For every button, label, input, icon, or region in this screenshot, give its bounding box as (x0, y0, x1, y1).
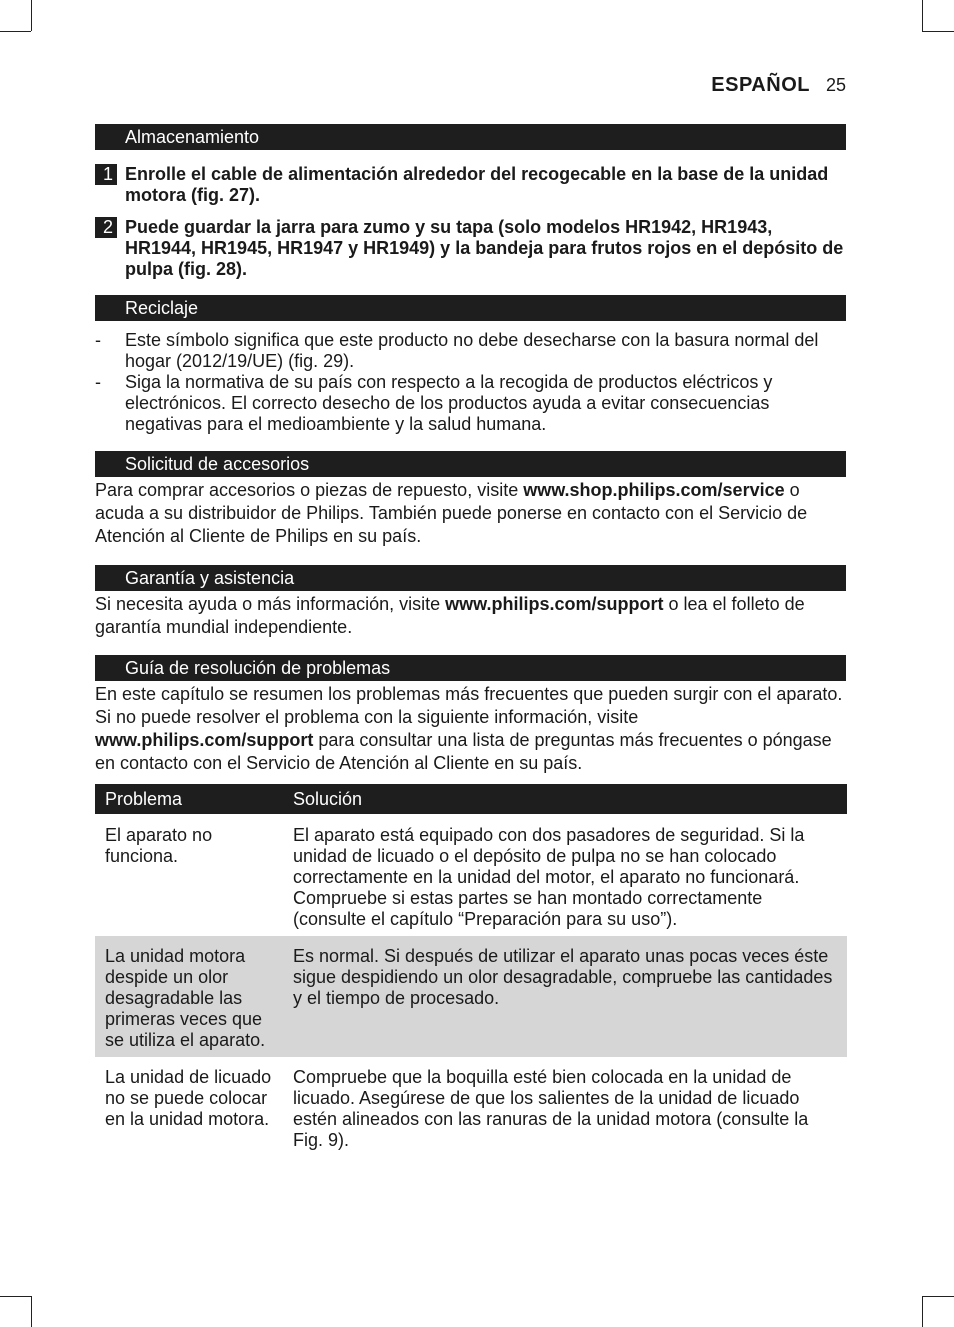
section-heading-accessories: Solicitud de accesorios (95, 451, 846, 477)
dash-bullet: - (95, 330, 101, 350)
section-heading-recycling: Reciclaje (95, 295, 846, 321)
paragraph-text: para consultar una lista de preguntas más frecuentes o póngase en contacto con el Servicio de Atención al Cliente en su país. (95, 730, 832, 773)
crop-mark (922, 1296, 954, 1297)
crop-mark (0, 1296, 31, 1297)
crop-mark (31, 0, 32, 31)
paragraph-text: En este capítulo se resumen los problemas más frecuentes que pueden surgir con el aparato. Si no puede resolver el problema con la siguiente información, visite (95, 684, 843, 727)
paragraph-text: Para comprar accesorios o piezas de repuesto, visite (95, 480, 524, 500)
crop-mark (922, 31, 954, 32)
list-item-text: Siga la normativa de su país con respecto a la recogida de productos eléctricos y electrónicos. El correcto desecho de los productos ayuda a evitar consecuencias negativas para el medioambiente y la salud humana. (125, 372, 773, 434)
section-heading-troubleshooting: Guía de resolución de problemas (95, 655, 846, 681)
table-row (95, 1057, 847, 1157)
column-header-solution: Solución (283, 784, 847, 814)
paragraph-text: o acuda a su distribuidor de Philips. También puede ponerse en contacto con el Servicio de Atención al Cliente de Philips en su país. (95, 480, 808, 546)
page-header (711, 74, 846, 97)
shop-link[interactable]: www.shop.philips.com/service (523, 480, 785, 500)
troubleshooting-table (95, 784, 847, 1157)
step-number: 2 (95, 217, 117, 238)
crop-mark (922, 1296, 923, 1327)
solution-cell: Es normal. Si después de utilizar el aparato unas pocas veces éste sigue despidiendo un olor desagradable, compruebe las cantidades y el tiempo de procesado. (283, 936, 847, 1057)
column-header-problem: Problema (95, 784, 283, 814)
crop-mark (31, 1296, 32, 1327)
problem-cell: La unidad de licuado no se puede colocar en la unidad motora. (105, 1067, 272, 1129)
problem-cell: La unidad motora despide un olor desagradable las primeras veces que se utiliza el aparato. (95, 936, 283, 1057)
troubleshooting-paragraph (95, 683, 846, 775)
support-link[interactable]: www.philips.com/support (95, 730, 314, 750)
warranty-paragraph (95, 593, 846, 639)
step-item (95, 217, 846, 280)
table-header-row (95, 784, 847, 814)
recycling-list (95, 330, 846, 435)
page-number: 25 (825, 75, 846, 95)
solution-cell: El aparato está equipado con dos pasadores de seguridad. Si la unidad de licuado o el depósito de pulpa no se han colocado correctamente en la unidad del motor, el aparato no funcionará. Compruebe si estas partes se han montado correctamente (consulte el capítulo “Preparación para su uso”). (293, 825, 805, 929)
problem-cell: El aparato no funciona. (105, 825, 213, 866)
dash-bullet: - (95, 372, 101, 392)
step-number: 1 (95, 164, 117, 185)
language-label: ESPAÑOL (711, 74, 810, 96)
page-content (95, 124, 846, 1157)
solution-cell: Compruebe que la boquilla esté bien colocada en la unidad de licuado. Asegúrese de que los salientes de la unidad de licuado estén alineados con las ranuras de la unidad motora (consulte la Fig. 9). (293, 1067, 809, 1150)
step-text: Enrolle el cable de alimentación alrededor del recogecable en la base de la unidad motora (fig. 27). (125, 164, 829, 205)
accessories-paragraph (95, 479, 846, 548)
section-heading-warranty: Garantía y asistencia (95, 565, 846, 591)
list-item-text: Este símbolo significa que este producto no debe desecharse con la basura normal del hogar (2012/19/UE) (fig. 29). (125, 330, 819, 371)
table-row (95, 814, 847, 936)
crop-mark (922, 0, 923, 31)
section-heading-storage: Almacenamiento (95, 124, 846, 150)
paragraph-text: Si necesita ayuda o más información, visite (95, 594, 446, 614)
paragraph-text: o lea el folleto de garantía mundial independiente. (95, 594, 805, 637)
step-item (95, 164, 846, 206)
crop-mark (0, 31, 31, 32)
list-item (95, 372, 846, 435)
table-row (95, 936, 847, 1057)
list-item (95, 330, 846, 372)
step-text: Puede guardar la jarra para zumo y su tapa (solo modelos HR1942, HR1943, HR1944, HR1945, HR1947 y HR1949) y la bandeja para frutos rojos en el depósito de pulpa (fig. 28). (125, 217, 844, 279)
support-link[interactable]: www.philips.com/support (445, 594, 664, 614)
